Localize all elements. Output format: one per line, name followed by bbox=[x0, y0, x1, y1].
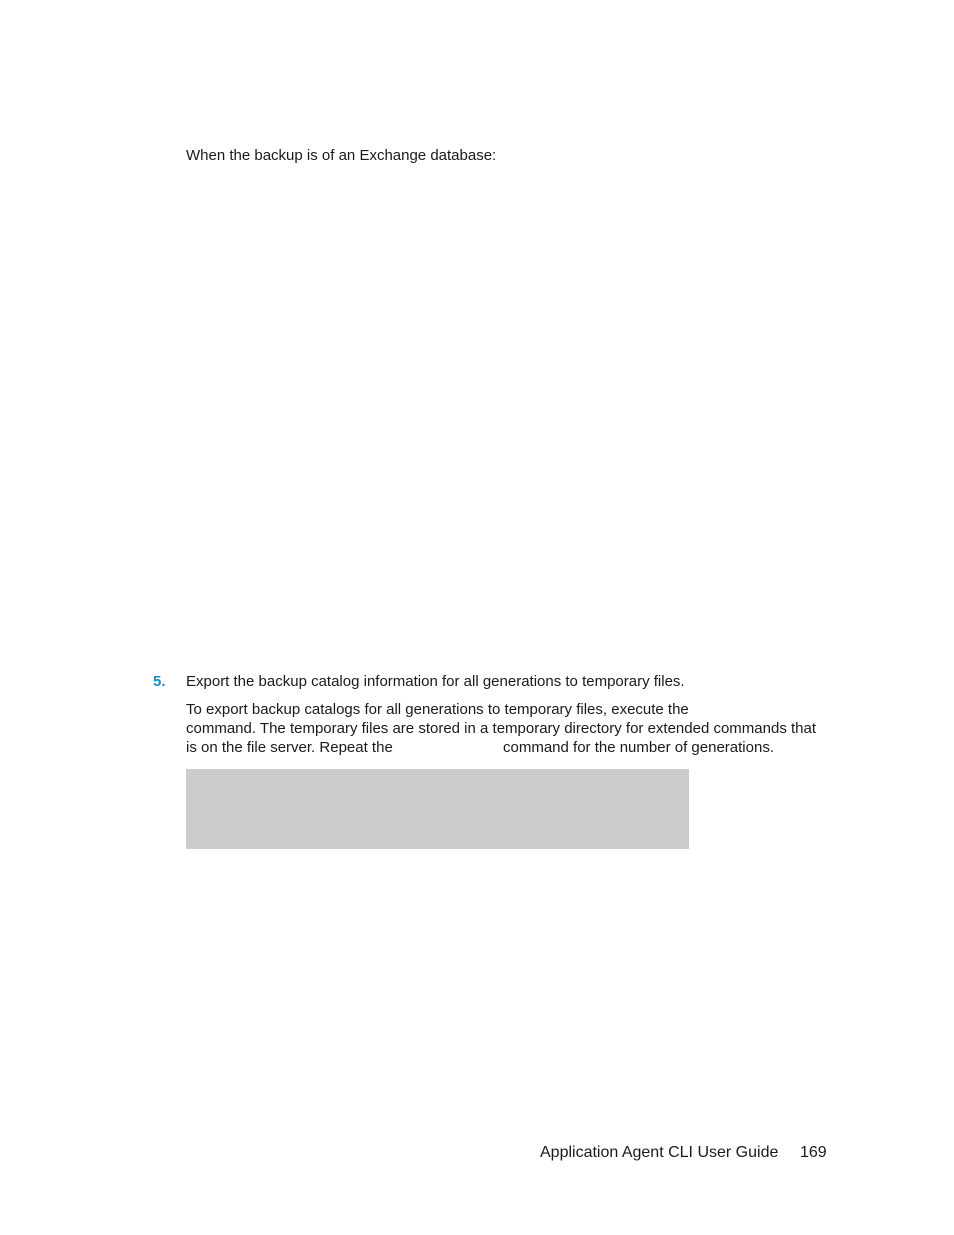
step-paragraph-line-1: To export backup catalogs for all generations to temporary files, execute the bbox=[186, 701, 689, 718]
step-paragraph-line-3-end: command for the number of generations. bbox=[503, 739, 774, 756]
footer-guide-title: Application Agent CLI User Guide bbox=[540, 1144, 779, 1161]
footer-page-number: 169 bbox=[800, 1144, 827, 1161]
step-paragraph-line-3-start: is on the file server. Repeat the bbox=[186, 739, 393, 756]
step-paragraph-line-2: command. The temporary files are stored in a temporary directory for extended commands that bbox=[186, 720, 817, 737]
step-title: Export the backup catalog information for all generations to temporary files. bbox=[186, 673, 685, 690]
code-block bbox=[186, 769, 689, 849]
intro-text: When the backup is of an Exchange database: bbox=[186, 147, 497, 164]
step-number: 5. bbox=[153, 673, 166, 690]
